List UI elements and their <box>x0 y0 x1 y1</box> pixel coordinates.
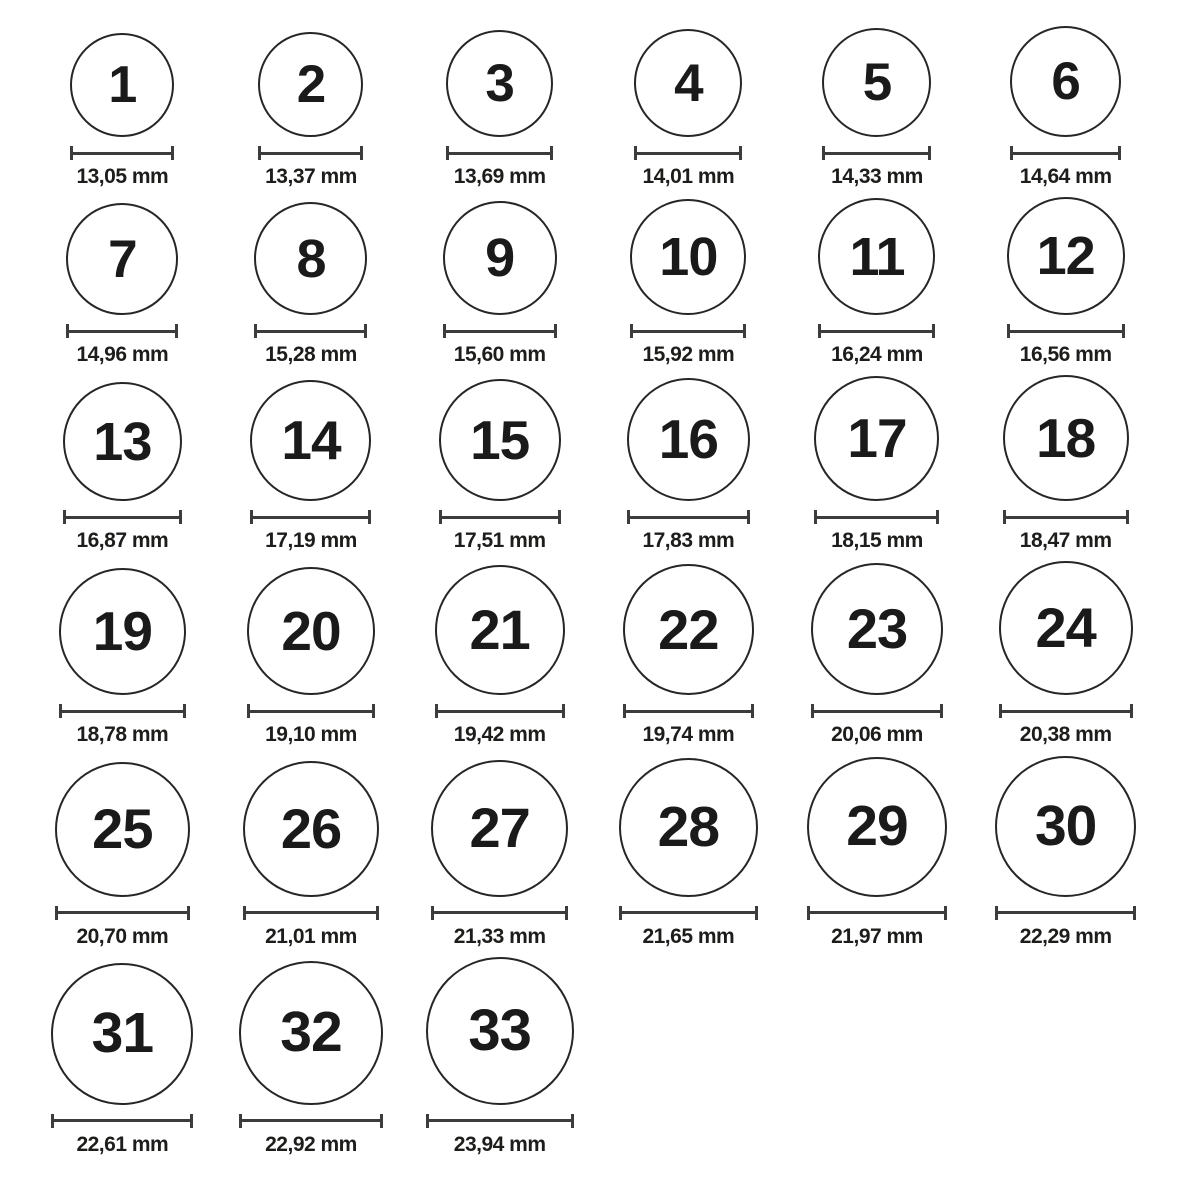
ruler-left-tick <box>254 324 257 338</box>
ruler-left-tick <box>1010 146 1013 160</box>
ring-size-item <box>971 561 1160 747</box>
size-number: 14 <box>281 409 341 472</box>
ring-size-item <box>971 26 1160 189</box>
size-circle <box>247 567 375 695</box>
ruler-right-tick <box>376 906 379 920</box>
ruler-right-tick <box>571 1114 574 1128</box>
ruler-left-tick <box>619 906 622 920</box>
ruler-left-tick <box>811 704 814 718</box>
diameter-label: 13,05 mm <box>76 165 169 188</box>
diameter-ruler <box>822 146 931 160</box>
size-circle <box>439 379 561 501</box>
diameter-ruler <box>623 704 754 718</box>
size-circle <box>623 564 754 695</box>
ruler-right-tick <box>755 906 758 920</box>
diameter-ruler <box>634 146 742 160</box>
ruler-right-tick <box>380 1114 383 1128</box>
diameter-ruler <box>254 324 367 338</box>
ruler-right-tick <box>360 146 363 160</box>
ruler-left-tick <box>814 510 817 524</box>
ruler-line <box>443 330 557 333</box>
ruler-right-tick <box>175 324 178 338</box>
diameter-ruler <box>426 1114 574 1128</box>
size-circle <box>426 957 574 1105</box>
ruler-left-tick <box>1003 510 1006 524</box>
diameter-ruler <box>619 906 758 920</box>
ruler-right-tick <box>171 146 174 160</box>
size-number: 16 <box>658 408 718 471</box>
ruler-right-tick <box>565 906 568 920</box>
ruler-left-tick <box>627 510 630 524</box>
ruler-left-tick <box>51 1114 54 1128</box>
size-number: 9 <box>485 228 515 289</box>
size-number: 12 <box>1036 226 1095 287</box>
size-circle <box>619 758 758 897</box>
diameter-ruler <box>66 324 178 338</box>
size-circle <box>431 760 568 897</box>
chart-row <box>28 26 1160 189</box>
ruler-line <box>258 152 363 155</box>
ruler-right-tick <box>190 1114 193 1128</box>
ruler-line <box>51 1119 193 1122</box>
diameter-ruler <box>1003 510 1129 524</box>
ruler-left-tick <box>63 510 66 524</box>
ruler-line <box>627 516 750 519</box>
ruler-left-tick <box>443 324 446 338</box>
diameter-ruler <box>247 704 375 718</box>
diameter-label: 21,33 mm <box>453 924 546 948</box>
size-number: 26 <box>280 796 342 860</box>
diameter-label: 17,83 mm <box>642 529 735 553</box>
ruler-line <box>446 152 553 155</box>
diameter-ruler <box>443 324 557 338</box>
diameter-label: 18,15 mm <box>831 529 923 553</box>
diameter-ruler <box>807 906 947 920</box>
size-number: 33 <box>468 997 531 1063</box>
size-number: 24 <box>1035 596 1096 660</box>
ruler-left-tick <box>247 704 250 718</box>
ruler-right-tick <box>364 324 367 338</box>
size-circle <box>254 202 367 315</box>
diameter-label: 14,01 mm <box>642 165 735 188</box>
ring-size-item <box>405 30 594 189</box>
size-circle <box>999 561 1133 695</box>
diameter-label: 19,10 mm <box>265 723 357 747</box>
ring-size-item <box>217 761 406 949</box>
ruler-left-tick <box>818 324 821 338</box>
ruler-left-tick <box>431 906 434 920</box>
ruler-left-tick <box>439 510 442 524</box>
diameter-label: 13,69 mm <box>453 165 546 188</box>
ruler-right-tick <box>1130 704 1133 718</box>
ruler-right-tick <box>187 906 190 920</box>
ring-size-item <box>405 379 594 553</box>
diameter-ruler <box>51 1114 193 1128</box>
ring-size-item <box>405 760 594 949</box>
diameter-label: 13,37 mm <box>265 165 357 188</box>
ruler-line <box>426 1119 574 1122</box>
chart-row <box>28 197 1160 367</box>
ruler-line <box>999 710 1133 713</box>
ruler-right-tick <box>739 146 742 160</box>
size-circle <box>258 32 363 137</box>
size-number: 27 <box>469 796 530 860</box>
ruler-line <box>55 911 190 914</box>
size-number: 13 <box>93 411 152 472</box>
ring-size-item <box>28 382 217 553</box>
ruler-left-tick <box>999 704 1002 718</box>
ruler-left-tick <box>623 704 626 718</box>
ruler-line <box>814 516 939 519</box>
size-number: 32 <box>280 1000 342 1065</box>
ruler-line <box>66 330 178 333</box>
ring-size-item <box>217 380 406 553</box>
diameter-label: 16,56 mm <box>1019 343 1112 367</box>
ring-size-item <box>783 198 972 367</box>
ruler-line <box>619 911 758 914</box>
chart-row <box>28 957 1160 1157</box>
diameter-label: 22,92 mm <box>265 1132 357 1156</box>
diameter-ruler <box>439 510 561 524</box>
ring-size-item <box>971 756 1160 949</box>
size-circle <box>250 380 371 501</box>
diameter-ruler <box>55 906 190 920</box>
ruler-right-tick <box>558 510 561 524</box>
diameter-label: 23,94 mm <box>453 1132 546 1156</box>
ruler-line <box>250 516 371 519</box>
ruler-left-tick <box>446 146 449 160</box>
diameter-ruler <box>999 704 1133 718</box>
diameter-label: 18,78 mm <box>76 723 169 747</box>
diameter-label: 17,19 mm <box>265 529 357 553</box>
ruler-left-tick <box>822 146 825 160</box>
ruler-line <box>63 516 182 519</box>
size-number: 4 <box>674 53 703 113</box>
size-number: 11 <box>849 226 905 287</box>
ruler-line <box>239 1119 383 1122</box>
size-circle <box>59 568 186 695</box>
ruler-left-tick <box>239 1114 242 1128</box>
ring-size-item <box>28 203 217 367</box>
ring-size-item <box>594 378 783 553</box>
diameter-ruler <box>59 704 186 718</box>
ruler-right-tick <box>932 324 935 338</box>
size-circle <box>63 382 182 501</box>
ring-size-item <box>783 757 972 949</box>
diameter-label: 21,65 mm <box>642 924 735 948</box>
ruler-line <box>811 710 943 713</box>
ruler-line <box>435 710 565 713</box>
size-circle <box>818 198 935 315</box>
diameter-label: 14,33 mm <box>831 165 923 188</box>
size-number: 20 <box>281 599 341 662</box>
ruler-right-tick <box>936 510 939 524</box>
ruler-right-tick <box>372 704 375 718</box>
ruler-line <box>623 710 754 713</box>
diameter-label: 19,42 mm <box>453 723 546 747</box>
size-number: 3 <box>485 54 514 113</box>
diameter-label: 22,29 mm <box>1019 924 1112 948</box>
size-circle <box>1003 375 1129 501</box>
ring-size-item <box>783 28 972 189</box>
ruler-right-tick <box>1133 906 1136 920</box>
ruler-right-tick <box>944 906 947 920</box>
ruler-line <box>254 330 367 333</box>
ring-size-item <box>405 201 594 367</box>
diameter-ruler <box>995 906 1136 920</box>
diameter-label: 21,01 mm <box>265 924 357 948</box>
ruler-left-tick <box>70 146 73 160</box>
ring-size-item <box>971 375 1160 553</box>
ruler-left-tick <box>630 324 633 338</box>
ring-size-item <box>405 565 594 747</box>
ruler-right-tick <box>940 704 943 718</box>
diameter-ruler <box>250 510 371 524</box>
diameter-ruler <box>1010 146 1121 160</box>
ruler-left-tick <box>435 704 438 718</box>
size-circle <box>811 563 943 695</box>
diameter-label: 15,92 mm <box>642 343 735 367</box>
ring-size-item <box>594 564 783 747</box>
ruler-right-tick <box>550 146 553 160</box>
size-circle <box>995 756 1136 897</box>
size-circle <box>243 761 379 897</box>
ruler-line <box>1007 330 1125 333</box>
ring-size-item <box>594 29 783 189</box>
diameter-label: 21,97 mm <box>831 924 923 948</box>
ring-size-item <box>783 563 972 747</box>
ring-size-item <box>594 758 783 949</box>
diameter-ruler <box>70 146 174 160</box>
ring-size-item <box>971 197 1160 367</box>
diameter-ruler <box>435 704 565 718</box>
ruler-left-tick <box>243 906 246 920</box>
size-circle <box>1010 26 1121 137</box>
ring-size-item <box>405 957 594 1157</box>
size-number: 19 <box>92 600 152 663</box>
ruler-line <box>807 911 947 914</box>
ring-size-item <box>594 199 783 367</box>
size-number: 8 <box>296 228 326 289</box>
size-circle <box>814 376 939 501</box>
diameter-label: 20,06 mm <box>831 723 923 747</box>
ruler-right-tick <box>183 704 186 718</box>
size-circle <box>634 29 742 137</box>
diameter-label: 15,28 mm <box>265 343 357 367</box>
diameter-label: 16,24 mm <box>831 343 923 367</box>
ruler-line <box>59 710 186 713</box>
size-number: 22 <box>658 597 719 661</box>
diameter-label: 20,38 mm <box>1019 723 1112 747</box>
diameter-ruler <box>239 1114 383 1128</box>
size-number: 6 <box>1051 52 1080 111</box>
size-circle <box>627 378 750 501</box>
ruler-line <box>431 911 568 914</box>
size-circle <box>55 762 190 897</box>
size-number: 15 <box>470 408 530 471</box>
ruler-right-tick <box>1122 324 1125 338</box>
diameter-label: 17,51 mm <box>453 529 546 553</box>
size-number: 29 <box>846 794 908 859</box>
ruler-line <box>247 710 375 713</box>
ruler-line <box>243 911 379 914</box>
ruler-right-tick <box>1118 146 1121 160</box>
size-circle <box>435 565 565 695</box>
size-number: 17 <box>847 407 907 470</box>
ruler-right-tick <box>1126 510 1129 524</box>
size-number: 23 <box>846 597 908 661</box>
diameter-ruler <box>1007 324 1125 338</box>
ruler-left-tick <box>66 324 69 338</box>
ruler-line <box>822 152 931 155</box>
diameter-ruler <box>630 324 746 338</box>
ring-size-item <box>28 568 217 747</box>
ruler-right-tick <box>554 324 557 338</box>
chart-row <box>28 756 1160 949</box>
diameter-ruler <box>63 510 182 524</box>
size-circle <box>239 961 383 1105</box>
diameter-label: 15,60 mm <box>453 343 546 367</box>
ruler-line <box>818 330 935 333</box>
ruler-line <box>1003 516 1129 519</box>
ruler-line <box>439 516 561 519</box>
ruler-left-tick <box>995 906 998 920</box>
ruler-right-tick <box>562 704 565 718</box>
size-number: 7 <box>108 229 137 289</box>
diameter-label: 22,61 mm <box>76 1132 169 1156</box>
size-number: 10 <box>659 227 718 288</box>
ruler-left-tick <box>1007 324 1010 338</box>
ruler-right-tick <box>179 510 182 524</box>
size-number: 21 <box>469 598 530 662</box>
ruler-line <box>634 152 742 155</box>
chart-row <box>28 561 1160 747</box>
diameter-ruler <box>258 146 363 160</box>
chart-row <box>28 375 1160 553</box>
size-circle <box>66 203 178 315</box>
diameter-ruler <box>818 324 935 338</box>
size-number: 30 <box>1034 793 1097 858</box>
diameter-ruler <box>446 146 553 160</box>
size-circle <box>70 33 174 137</box>
ring-size-item <box>783 376 972 553</box>
size-circle <box>446 30 553 137</box>
ruler-right-tick <box>928 146 931 160</box>
size-circle <box>1007 197 1125 315</box>
diameter-ruler <box>627 510 750 524</box>
ruler-line <box>995 911 1136 914</box>
size-circle <box>51 963 193 1105</box>
ruler-right-tick <box>751 704 754 718</box>
diameter-label: 20,70 mm <box>76 924 169 948</box>
size-number: 25 <box>92 797 153 861</box>
diameter-label: 19,74 mm <box>642 723 735 747</box>
ruler-line <box>1010 152 1121 155</box>
ruler-left-tick <box>634 146 637 160</box>
size-number: 1 <box>108 56 137 114</box>
ring-size-item <box>28 762 217 949</box>
size-number: 18 <box>1036 406 1096 469</box>
ruler-left-tick <box>807 906 810 920</box>
ring-size-item <box>217 961 406 1157</box>
size-number: 2 <box>296 55 326 114</box>
ruler-right-tick <box>747 510 750 524</box>
ruler-left-tick <box>59 704 62 718</box>
ring-size-item <box>217 202 406 367</box>
ring-size-item <box>28 963 217 1157</box>
size-circle <box>630 199 746 315</box>
diameter-ruler <box>243 906 379 920</box>
ruler-right-tick <box>368 510 371 524</box>
diameter-ruler <box>431 906 568 920</box>
ruler-line <box>630 330 746 333</box>
ruler-left-tick <box>258 146 261 160</box>
diameter-label: 14,96 mm <box>76 343 169 367</box>
diameter-ruler <box>811 704 943 718</box>
size-circle <box>443 201 557 315</box>
ruler-right-tick <box>743 324 746 338</box>
diameter-label: 18,47 mm <box>1019 529 1112 553</box>
size-number: 28 <box>657 794 720 859</box>
size-circle <box>807 757 947 897</box>
size-circle <box>822 28 931 137</box>
diameter-label: 16,87 mm <box>76 529 169 553</box>
ring-size-item <box>28 33 217 189</box>
ruler-left-tick <box>250 510 253 524</box>
diameter-ruler <box>814 510 939 524</box>
ruler-left-tick <box>55 906 58 920</box>
size-number: 31 <box>91 1001 154 1066</box>
ring-size-item <box>217 567 406 747</box>
ruler-line <box>70 152 174 155</box>
size-number: 5 <box>862 53 892 112</box>
ruler-left-tick <box>426 1114 429 1128</box>
diameter-label: 14,64 mm <box>1019 165 1112 188</box>
ring-size-item <box>217 32 406 189</box>
